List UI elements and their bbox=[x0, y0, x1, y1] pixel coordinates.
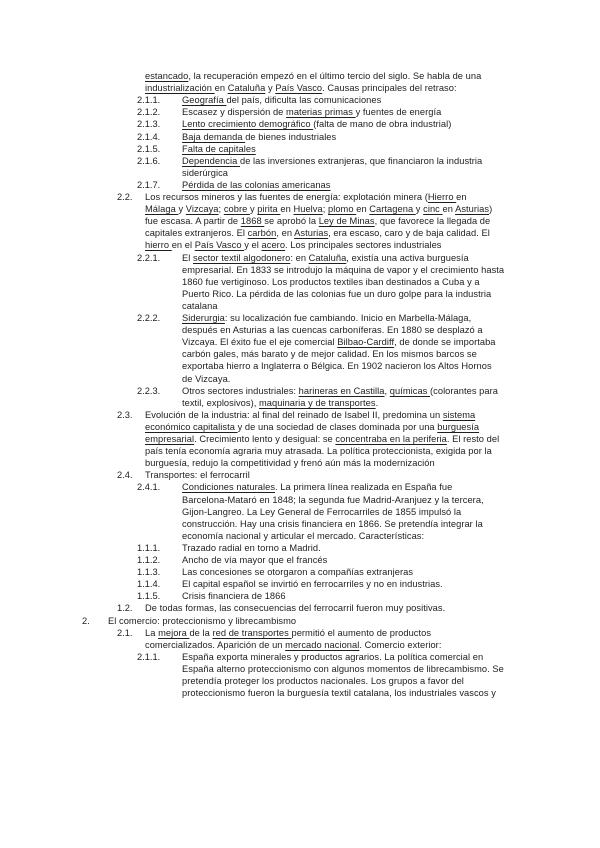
text-run: permitió el aumento de productos bbox=[291, 627, 432, 638]
text-run: y bbox=[178, 204, 186, 215]
sector-item-line bbox=[182, 360, 492, 372]
text-run: en bbox=[280, 204, 294, 215]
text-run: Crisis financiera de 1866 bbox=[182, 591, 286, 602]
underlined-term: carbón bbox=[247, 228, 277, 239]
text-run: en bbox=[456, 192, 467, 202]
underlined-term: acero bbox=[261, 240, 286, 251]
sector-item-line bbox=[182, 288, 491, 300]
section-2-4-1-number: 2.4.1. bbox=[137, 482, 161, 493]
text-run: España exporta minerales y productos agrarios. La política comercial en bbox=[182, 651, 484, 662]
text-run: 1860 fue vertiginoso. Los productos textiles iban destinados a Cuba y a bbox=[182, 276, 480, 287]
underlined-term: Dependencia bbox=[182, 155, 240, 166]
sector-item-line bbox=[182, 324, 483, 336]
sector-item-line bbox=[182, 348, 477, 360]
underlined-term: Pérdida de las colonias americanas bbox=[182, 179, 331, 190]
section-2-1-line bbox=[145, 639, 441, 651]
underlined-term: Baja demanda bbox=[182, 131, 246, 142]
feature-item-line bbox=[182, 566, 413, 578]
sector-item-line bbox=[182, 336, 496, 348]
sector-item-number: 2.2.1. bbox=[137, 252, 161, 263]
text-run: Transportes: el ferrocarril bbox=[145, 470, 250, 481]
text-run: proteccionismo fueron la burguesía textil catalana, los industriales vascos y bbox=[182, 688, 496, 699]
underlined-term: estancado bbox=[145, 71, 189, 81]
text-run: de las inversiones extranjeras, que financiaron la industria bbox=[239, 155, 483, 166]
section-2-3-line bbox=[145, 433, 499, 445]
underlined-term: químicas bbox=[389, 385, 430, 396]
text-run: , que favorece la llegada de bbox=[374, 216, 491, 227]
text-run: catalana bbox=[182, 300, 218, 311]
underlined-term: Siderurgia bbox=[182, 313, 225, 323]
text-run: exportaba hierro a Inglaterra o Bélgica. En 1902 nacieron los Altos Hornos bbox=[182, 361, 492, 372]
section-2-4-1-line bbox=[182, 530, 424, 542]
text-run: en bbox=[442, 204, 456, 215]
feature-item-number: 1.1.5. bbox=[137, 591, 161, 602]
section-2-2-line bbox=[145, 191, 467, 203]
text-run: se aprobó la bbox=[264, 216, 319, 227]
section-1-2-line bbox=[145, 602, 445, 614]
cause-item-number: 2.1.5. bbox=[137, 143, 161, 154]
text-run: , era escaso, caro y de baja calidad. El bbox=[328, 228, 490, 239]
sector-item-number: 2.2.3. bbox=[137, 385, 161, 396]
underlined-term: red de transportes bbox=[212, 627, 292, 638]
text-run: Gijon-Langreo. La Ley General de Ferrocarriles de 1855 impulsó la bbox=[182, 506, 462, 517]
feature-item-line bbox=[182, 578, 443, 590]
text-run: y bbox=[249, 204, 258, 215]
underlined-term: Falta de capitales bbox=[182, 143, 256, 154]
section-2-4-line bbox=[145, 469, 250, 481]
text-run: país tenía economía agraria muy atrasada. La política proteccionista, exigida por la bbox=[145, 446, 492, 457]
underlined-term: Vizcaya bbox=[185, 204, 219, 215]
text-run: y fuentes de energía bbox=[355, 107, 442, 118]
section-2-4-number: 2.4. bbox=[117, 470, 133, 481]
underlined-term: sistema bbox=[442, 409, 476, 420]
text-run: , de donde se importaba bbox=[394, 337, 496, 348]
section-2-2-line bbox=[145, 215, 490, 227]
underlined-term: cobre bbox=[223, 204, 250, 215]
text-run: del país, dificulta las comunicaciones bbox=[226, 95, 382, 106]
cause-item-number: 2.1.2. bbox=[137, 107, 161, 118]
section-2-3-number: 2.3. bbox=[117, 409, 133, 420]
text-run: capitales extranjeros. El bbox=[145, 228, 248, 239]
underlined-term: Asturias bbox=[455, 204, 490, 215]
cause-item-number: 2.1.6. bbox=[137, 155, 161, 166]
sector-item-line bbox=[182, 373, 230, 385]
text-run: (falta de mano de obra industrial) bbox=[313, 119, 452, 130]
section-2-4-1-line bbox=[182, 494, 484, 506]
section-2-2-number: 2.2. bbox=[117, 192, 133, 202]
cause-item-number: 2.1.4. bbox=[137, 131, 161, 142]
underlined-term: pirita bbox=[257, 204, 281, 215]
text-run: (colorantes para bbox=[430, 385, 498, 396]
text-run: en bbox=[214, 83, 228, 94]
text-run: . bbox=[375, 397, 379, 408]
text-run: Otros sectores industriales: bbox=[182, 385, 299, 396]
text-run: burguesía, redujo la competitividad y frenó aún más la modernización bbox=[145, 458, 435, 469]
underlined-term: Málaga bbox=[145, 204, 179, 215]
text-run: . La primera línea realizada en España fue bbox=[275, 482, 453, 493]
section-2-3-line bbox=[145, 457, 435, 469]
text-run: Vizcaya. El éxito fue el eje comercial bbox=[182, 337, 338, 348]
section-2-4-1-line bbox=[182, 506, 461, 518]
section-2-1-1-line bbox=[182, 675, 464, 687]
text-run: Ancho de vía mayor que el francés bbox=[182, 555, 328, 565]
cause-item-number: 2.1.1. bbox=[137, 95, 161, 106]
sector-item-line bbox=[182, 264, 504, 276]
underlined-term: materias primas bbox=[286, 107, 356, 118]
underlined-term: mejora bbox=[158, 627, 190, 638]
section-2-1-line bbox=[145, 627, 431, 639]
underlined-term: Bilbao-Cardiff bbox=[337, 337, 395, 348]
underlined-term: País Vasco bbox=[194, 240, 245, 251]
text-run: El capital español se invirtió en ferrocarriles y no en industrias. bbox=[182, 579, 443, 590]
underlined-term: industrialización bbox=[145, 83, 215, 94]
section-2-1-1-line bbox=[182, 651, 483, 663]
section-2-1-1-line bbox=[182, 687, 496, 699]
underlined-term: económico capitalista bbox=[145, 421, 238, 432]
underlined-term: harineras en Castilla bbox=[298, 385, 385, 396]
text-run: en el bbox=[171, 240, 195, 251]
cause-item-line bbox=[182, 179, 330, 191]
underlined-term: Cataluña bbox=[227, 83, 266, 94]
underlined-term: hierro bbox=[145, 240, 172, 251]
text-run: , la recuperación empezó en el último tercio del siglo. Se habla de una bbox=[188, 71, 482, 81]
intro-line bbox=[145, 70, 481, 82]
cause-item-line bbox=[182, 118, 451, 130]
section-2-3-line bbox=[145, 445, 492, 457]
feature-item-line bbox=[182, 554, 327, 566]
text-run: Las concesiones se otorgaron a compañías extranjeras bbox=[182, 567, 414, 578]
text-run: textil, explosivos), bbox=[182, 397, 260, 408]
underlined-term: concentraba en la periferia bbox=[335, 434, 447, 444]
underlined-term: Asturias bbox=[294, 228, 329, 239]
underlined-term: 1868 bbox=[240, 216, 265, 227]
feature-item-line bbox=[182, 590, 286, 602]
text-run: El comercio: proteccionismo y librecambismo bbox=[108, 615, 297, 626]
text-run: España alterno proteccionismo con algunos momentos de librecambismo. Se bbox=[182, 663, 504, 674]
underlined-term: Condiciones naturales bbox=[182, 482, 276, 493]
cause-item-number: 2.1.7. bbox=[137, 179, 161, 190]
text-run: . El resto del bbox=[446, 434, 500, 444]
section-2-3-line bbox=[145, 409, 475, 421]
text-run: , en bbox=[276, 228, 295, 239]
underlined-term: Huelva bbox=[293, 204, 323, 215]
section-2-3-line bbox=[145, 421, 479, 433]
text-run: carbón gales, más barato y de mejor calidad. En los mismos barcos se bbox=[182, 349, 477, 360]
text-run: . Comercio exterior: bbox=[359, 639, 442, 650]
text-run: y de una sociedad de clases dominada por una bbox=[237, 421, 438, 432]
text-run: Barcelona-Mataró en 1848; la segunda fue Madrid-Aranjuez y la tercera, bbox=[182, 494, 484, 505]
feature-item-line bbox=[182, 542, 321, 554]
text-run: . Crecimiento lento y desigual: se bbox=[194, 434, 336, 444]
underlined-term: Hierro bbox=[427, 192, 457, 202]
underlined-term: plomo bbox=[328, 204, 357, 215]
section-2-number: 2. bbox=[82, 615, 90, 626]
text-run: en bbox=[356, 204, 370, 215]
text-run: El bbox=[182, 252, 193, 263]
text-run: economía nacional y articular el mercado. Características: bbox=[182, 530, 425, 541]
cause-item-line bbox=[182, 155, 482, 167]
text-run: Evolución de la industria: al final del reinado de Isabel II, predomina un bbox=[145, 409, 443, 420]
sector-item-line bbox=[182, 312, 471, 324]
section-2-line bbox=[108, 615, 296, 627]
cause-item-line bbox=[182, 131, 336, 143]
text-run: pretendía proteger los productos nacionales. Los grupos a favor del bbox=[182, 676, 464, 686]
cause-item-line bbox=[182, 94, 381, 106]
underlined-term: mercado nacional bbox=[285, 639, 360, 650]
text-run: comercializados. Aparición de un bbox=[145, 639, 286, 650]
sector-item-line bbox=[182, 276, 480, 288]
text-run: después en Asturias a las cuencas carboníferas. En 1880 se desplazó a bbox=[182, 325, 483, 336]
text-run: de Vizcaya. bbox=[182, 373, 231, 384]
section-2-2-line bbox=[145, 227, 490, 239]
text-run: de la bbox=[189, 627, 213, 638]
section-2-1-number: 2.1. bbox=[117, 627, 133, 638]
intro-line bbox=[145, 82, 457, 94]
sector-item-line bbox=[182, 385, 498, 397]
text-run: y el bbox=[244, 240, 262, 251]
section-2-2-line bbox=[145, 239, 442, 251]
feature-item-number: 1.1.2. bbox=[137, 555, 161, 565]
underlined-term: Lento crecimiento demográfico bbox=[182, 119, 314, 130]
text-run: siderúrgica bbox=[182, 167, 229, 178]
feature-item-number: 1.1.1. bbox=[137, 542, 161, 553]
underlined-term: empresarial bbox=[145, 434, 195, 444]
section-2-1-1-line bbox=[182, 663, 504, 675]
text-run: y bbox=[415, 204, 424, 215]
cause-item-line bbox=[182, 167, 228, 179]
text-run: , bbox=[384, 385, 390, 396]
underlined-term: maquinaria y de transportes bbox=[259, 397, 376, 408]
sector-item-line bbox=[182, 300, 218, 312]
cause-item-number: 2.1.3. bbox=[137, 119, 161, 130]
text-run: , existía una activa burguesía bbox=[346, 252, 469, 263]
text-run: y bbox=[265, 83, 276, 94]
text-run: de bienes industriales bbox=[245, 131, 337, 142]
text-run: La bbox=[145, 627, 159, 638]
underlined-term: cinc bbox=[423, 204, 443, 215]
underlined-term: sector textil algodonero bbox=[193, 252, 291, 263]
text-run: : su localización fue cambiando. Inicio en Marbella-Málaga, bbox=[224, 313, 472, 323]
text-run: . Causas principales del retraso: bbox=[322, 83, 457, 94]
underlined-term: burguesía bbox=[437, 421, 480, 432]
cause-item-line bbox=[182, 143, 256, 155]
sector-item-number: 2.2.2. bbox=[137, 313, 161, 323]
section-1-2-number: 1.2. bbox=[117, 603, 133, 614]
section-2-2-line bbox=[145, 203, 492, 215]
underlined-term: País Vasco bbox=[275, 83, 323, 94]
text-run: : en bbox=[290, 252, 309, 263]
sector-item-line bbox=[182, 397, 378, 409]
feature-item-number: 1.1.3. bbox=[137, 567, 161, 578]
text-run: . Los principales sectores industriales bbox=[285, 240, 442, 251]
section-2-4-1-line bbox=[182, 518, 483, 530]
text-run: Trazado radial en torno a Madrid. bbox=[182, 542, 321, 553]
section-2-4-1-line bbox=[182, 481, 452, 493]
section-2-1-1-number: 2.1.1. bbox=[137, 651, 161, 662]
sector-item-line bbox=[182, 252, 469, 264]
text-run: De todas formas, las consecuencias del ferrocarril fueron muy positivas. bbox=[145, 603, 446, 614]
text-run: Escasez y dispersión de bbox=[182, 107, 287, 118]
underlined-term: Geografía bbox=[182, 95, 227, 106]
underlined-term: Cataluña bbox=[308, 252, 347, 263]
text-run: ) bbox=[489, 204, 493, 215]
text-run: empresarial. En 1833 se introdujo la máquina de vapor y el crecimiento hasta bbox=[182, 264, 505, 275]
text-run: fue escasa. A partir de bbox=[145, 216, 241, 227]
underlined-term: Cartagena bbox=[369, 204, 416, 215]
text-run: ; bbox=[218, 204, 224, 215]
cause-item-line bbox=[182, 106, 441, 118]
feature-item-number: 1.1.4. bbox=[137, 579, 161, 590]
text-run: Puerto Rico. La pérdida de las colonias fue un duro golpe para la industria bbox=[182, 288, 492, 299]
text-run: ; bbox=[322, 204, 328, 215]
text-run: construcción. Hay una crisis financiera en 1866. Se pretendía integrar la bbox=[182, 518, 483, 529]
underlined-term: Ley de Minas bbox=[318, 216, 375, 227]
text-run: Los recursos mineros y las fuentes de energía: explotación minera ( bbox=[145, 192, 428, 202]
